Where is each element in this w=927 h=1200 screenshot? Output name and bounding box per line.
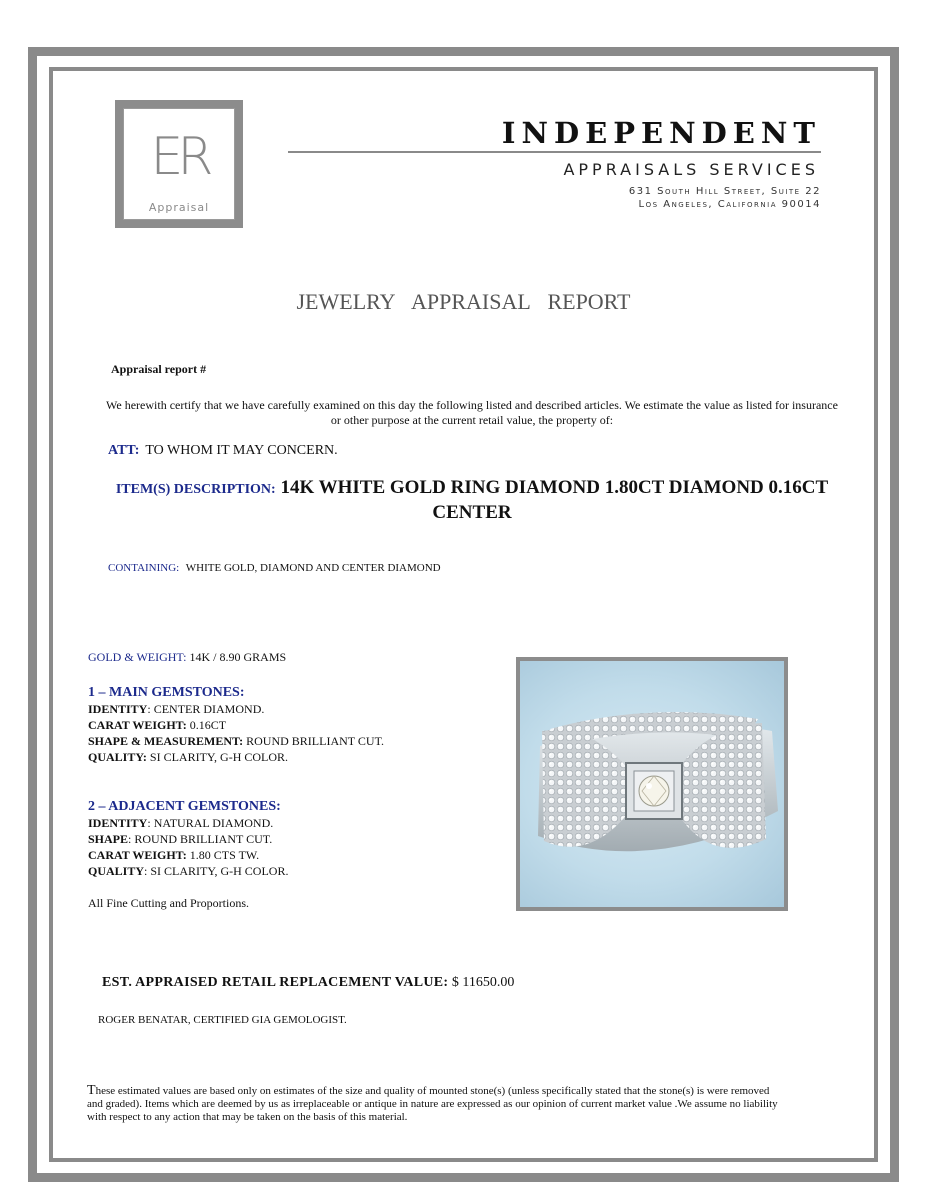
estimated-value-label: EST. APPRAISED RETAIL REPLACEMENT VALUE: bbox=[102, 975, 449, 990]
fine-cutting-note: All Fine Cutting and Proportions. bbox=[88, 896, 250, 910]
main-gemstones-section bbox=[88, 685, 384, 765]
containing-value: WHITE GOLD, DIAMOND AND CENTER DIAMOND bbox=[185, 562, 441, 574]
main-identity: IDENTITY: CENTER DIAMOND. bbox=[88, 702, 265, 716]
report-title: JEWELRY APPRAISAL REPORT bbox=[296, 289, 631, 314]
main-gemstones-heading: 1 – MAIN GEMSTONES: bbox=[88, 685, 245, 700]
gold-weight-label: GOLD & WEIGHT: bbox=[88, 650, 187, 664]
gold-weight-value: 14K / 8.90 GRAMS bbox=[189, 650, 287, 664]
estimated-value-line bbox=[102, 975, 514, 991]
main-carat: CARAT WEIGHT: 0.16CT bbox=[88, 718, 227, 732]
item-label: ITEM(S) DESCRIPTION: bbox=[115, 482, 276, 497]
ring-photo bbox=[516, 657, 788, 911]
disclaimer: These estimated values are based only on estimates of the size and quality of mounted stone(s) (unless specifically stated that the stone(s) is were removed and graded). Items which are deemed by us as irreplaceable or antique in nature are expressed as our opinion of current market value .We assume no liability with respect to any action that may be taken on the basis of this material. bbox=[87, 1083, 778, 1123]
company-logo bbox=[115, 100, 243, 228]
main-quality: QUALITY: SI CLARITY, G-H COLOR. bbox=[88, 750, 289, 764]
att-line bbox=[108, 443, 338, 459]
containing-line bbox=[108, 562, 441, 574]
company-address-line1: 631 South Hill Street, Suite 22 bbox=[628, 186, 821, 197]
gemologist-signature: ROGER BENATAR, CERTIFIED GIA GEMOLOGIST. bbox=[98, 1014, 347, 1026]
item-description bbox=[100, 476, 844, 524]
att-value: TO WHOM IT MAY CONCERN. bbox=[145, 443, 338, 458]
company-subtitle: APPRAISALS SERVICES bbox=[563, 160, 819, 179]
header-rule bbox=[288, 151, 821, 153]
report-number-label: Appraisal report # bbox=[111, 362, 207, 376]
item-value: 14K WHITE GOLD RING DIAMOND 1.80CT DIAMOND 0.16CT CENTER bbox=[280, 477, 829, 523]
estimated-value: $ 11650.00 bbox=[451, 975, 515, 990]
inner-border bbox=[49, 67, 878, 1162]
ring-image bbox=[520, 661, 784, 907]
main-shape: SHAPE & MEASUREMENT: ROUND BRILLIANT CUT. bbox=[88, 734, 385, 748]
adjacent-shape: SHAPE: ROUND BRILLIANT CUT. bbox=[88, 832, 273, 846]
company-name: INDEPENDENT bbox=[501, 116, 821, 150]
adjacent-gemstones-section bbox=[88, 799, 288, 879]
adjacent-carat: CARAT WEIGHT: 1.80 CTS TW. bbox=[88, 848, 260, 862]
adjacent-quality: QUALITY: SI CLARITY, G-H COLOR. bbox=[88, 864, 289, 878]
adjacent-gemstones-heading: 2 – ADJACENT GEMSTONES: bbox=[88, 799, 281, 814]
att-label: ATT: bbox=[108, 443, 140, 458]
company-address-line2: Los Angeles, California 90014 bbox=[638, 199, 821, 210]
certification-text: We herewith certify that we have carefully examined on this day the following listed and described articles. We estimate the value as listed for insurance or other purpose at the current retail value, the property of: bbox=[106, 398, 838, 427]
adjacent-identity: IDENTITY: NATURAL DIAMOND. bbox=[88, 816, 274, 830]
logo-monogram: ER bbox=[150, 127, 208, 187]
logo-word: Appraisal bbox=[148, 201, 210, 214]
gold-weight-line bbox=[88, 650, 286, 665]
containing-label: CONTAINING: bbox=[108, 562, 180, 574]
